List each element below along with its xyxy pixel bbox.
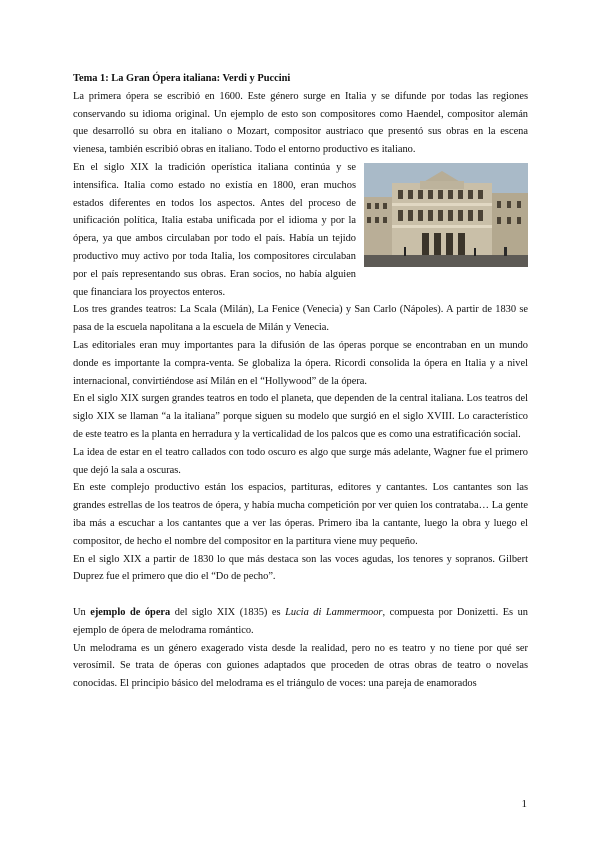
paragraph-9 xyxy=(73,604,528,640)
paragraph-7: En este complejo productivo están los espacios, partituras, editores y cantantes. Los cantantes son las grandes estrellas de los teatros de ópera, y había mucha competición por ver quien los contrataba… La gente iba más a escuchar a los cantantes que a ver las óperas. Primero iba la cantante, luego la obra y luego el compositor, de hecho el nombre del compositor en la partitura viene muy pequeño. xyxy=(73,482,528,547)
paragraph-5: En el siglo XIX surgen grandes teatros en todo el planeta, que dependen de la central italiana. Los teatros del siglo XIX se llaman “a la italiana” porque siguen su modelo que surgió en el siglo XVIII. Lo característico de este teatro es la planta en herradura y la verticalidad de los palcos que es como una estratificación social. xyxy=(73,393,528,440)
paragraph-9-end: , compuesta por Donizetti. Es un ejemplo de ópera de melodrama romántico. xyxy=(73,606,528,636)
paragraph-9-mid: del siglo XIX (1835) es xyxy=(170,606,286,618)
paragraph-9-italic: Lucia di Lammermoor xyxy=(285,606,383,618)
paragraph-4: Las editoriales eran muy importantes para la difusión de las óperas porque se encontraban en un mundo donde es importante la compra-venta. Se globaliza la ópera. Ricordi consolida la ópera en Italia y a nivel internacional, convirtiéndose así Milán en el “Hollywood” de la ópera. xyxy=(73,339,528,387)
paragraph-8: En el siglo XIX a partir de 1830 lo que más destaca son las voces agudas, los tenores y sopranos. Gilbert Duprez fue el primero que dio el “Do de pecho”. xyxy=(73,553,528,583)
paragraph-10: Un melodrama es un género exagerado vista desde la realidad, pero no es teatro y no tiene por qué ser verosímil. Se trata de óperas con guiones adaptados que proceden de otras obras de teatro o novelas conocidas. El principio básico del melodrama es el triángulo de voces: una pareja de enamorados xyxy=(73,642,528,690)
la-scala-photo xyxy=(364,163,528,267)
body-text xyxy=(73,70,528,693)
paragraph-6: La idea de estar en el teatro callados con todo oscuro es algo que surge más adelante, Wagner fue el primero que dejó la sala a oscuras. xyxy=(73,446,528,476)
document-title: Tema 1: La Gran Ópera italiana: Verdi y Puccini xyxy=(73,73,291,84)
page-number: 1 xyxy=(521,798,527,810)
paragraph-9-bold: ejemplo de ópera xyxy=(90,606,171,618)
paragraph-2 xyxy=(73,159,528,301)
la-scala-photo-image xyxy=(364,163,528,267)
blank-line xyxy=(73,586,528,604)
paragraph-2-text: En el siglo XIX la tradición operística italiana continúa y se intensifica. Italia como estado no existía en 1800, eran muchos estados diferentes en todos los aspectos. Antes del proceso de unificación política, Italia estaba unificada por el idioma y por la ópera, ya que ambos circulaban por todo el país. Había un tejido productivo muy activo por toda Italia, los compositores circulaban por el país representando sus obras. Eran socios, no había alguien que financiara los proyectos enteros. xyxy=(73,161,356,298)
paragraph-3: Los tres grandes teatros: La Scala (Milán), La Fenice (Venecia) y San Carlo (Nápoles). A partir de 1830 se pasa de la escuela napolitana a la escuela de Milán y Venecia. xyxy=(73,304,528,334)
paragraph-9-start: Un xyxy=(73,606,91,618)
paragraph-1: La primera ópera se escribió en 1600. Este género surge en Italia y se difunde por todas las regiones conservando su idioma original. Un ejemplo de esto son compositores como Haendel, compositor alemán que desarrolló su obra en italiano o Mozart, compositor austriaco que presentó sus obras en la escena vienesa, también escribió obras en italiano. Todo el entorno productivo es italiano. xyxy=(73,90,528,156)
